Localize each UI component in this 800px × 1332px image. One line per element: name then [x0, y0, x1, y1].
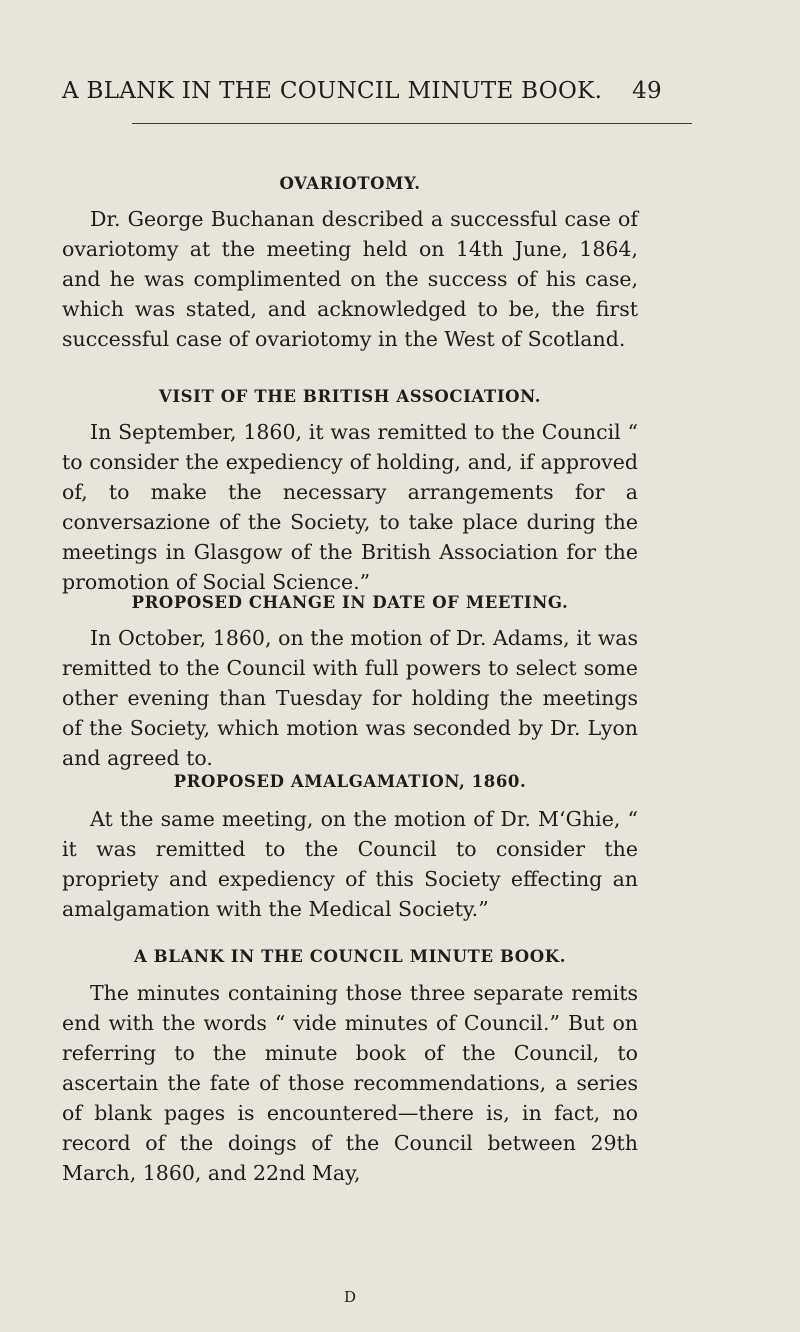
section-heading-british-association: VISIT OF THE BRITISH ASSOCIATION. — [158, 387, 542, 406]
running-head — [62, 78, 662, 104]
header-rule — [132, 123, 692, 124]
section-heading-amalgamation: PROPOSED AMALGAMATION, 1860. — [173, 772, 527, 791]
section-heading-blank-minute-book: A BLANK IN THE COUNCIL MINUTE BOOK. — [133, 947, 567, 966]
section-heading-change-date: PROPOSED CHANGE IN DATE OF MEETING. — [131, 593, 569, 612]
section-paragraph-british-association: In September, 1860, it was remitted to the Council “ to consider the expediency of holding, and, if approved of, to make the necessary arrangements for a conversazione of the Society, to take place during the meetings in Glasgow of the British Association for the promotion of Social Science.” — [62, 420, 638, 594]
section-paragraph-amalgamation: At the same meeting, on the motion of Dr. M‘Ghie, “ it was remitted to the Council to consider the propriety and expediency of this Society effecting an amalgamation with the Medical Society.” — [62, 807, 638, 921]
section-paragraph-blank-minute-book: The minutes containing those three separate remits end with the words “ vide minutes of Council.” But on referring to the minute book of the Council, to ascertain the fate of those recommendations, a series of blank pages is encountered—there is, in fact, no record of the doings of the Council between 29th March, 1860, and 22nd May, — [62, 981, 638, 1185]
section-paragraph-ovariotomy: Dr. George Buchanan described a successful case of ovariotomy at the meeting held on 14th June, 1864, and he was complimented on the success of his case, which was stated, and acknowledged to be, the first successful case of ovariotomy in the West of Scotland. — [62, 207, 638, 351]
section-heading-ovariotomy: OVARIOTOMY. — [279, 174, 421, 193]
section-paragraph-change-date: In October, 1860, on the motion of Dr. Adams, it was remitted to the Council with full powers to select some other evening than Tuesday for holding the meetings of the Society, which motion was seconded by Dr. Lyon and agreed to. — [62, 626, 638, 770]
page-number: 49 — [632, 78, 662, 104]
signature-mark: D — [343, 1288, 357, 1306]
running-head-title: A BLANK IN THE COUNCIL MINUTE BOOK. — [62, 78, 603, 104]
